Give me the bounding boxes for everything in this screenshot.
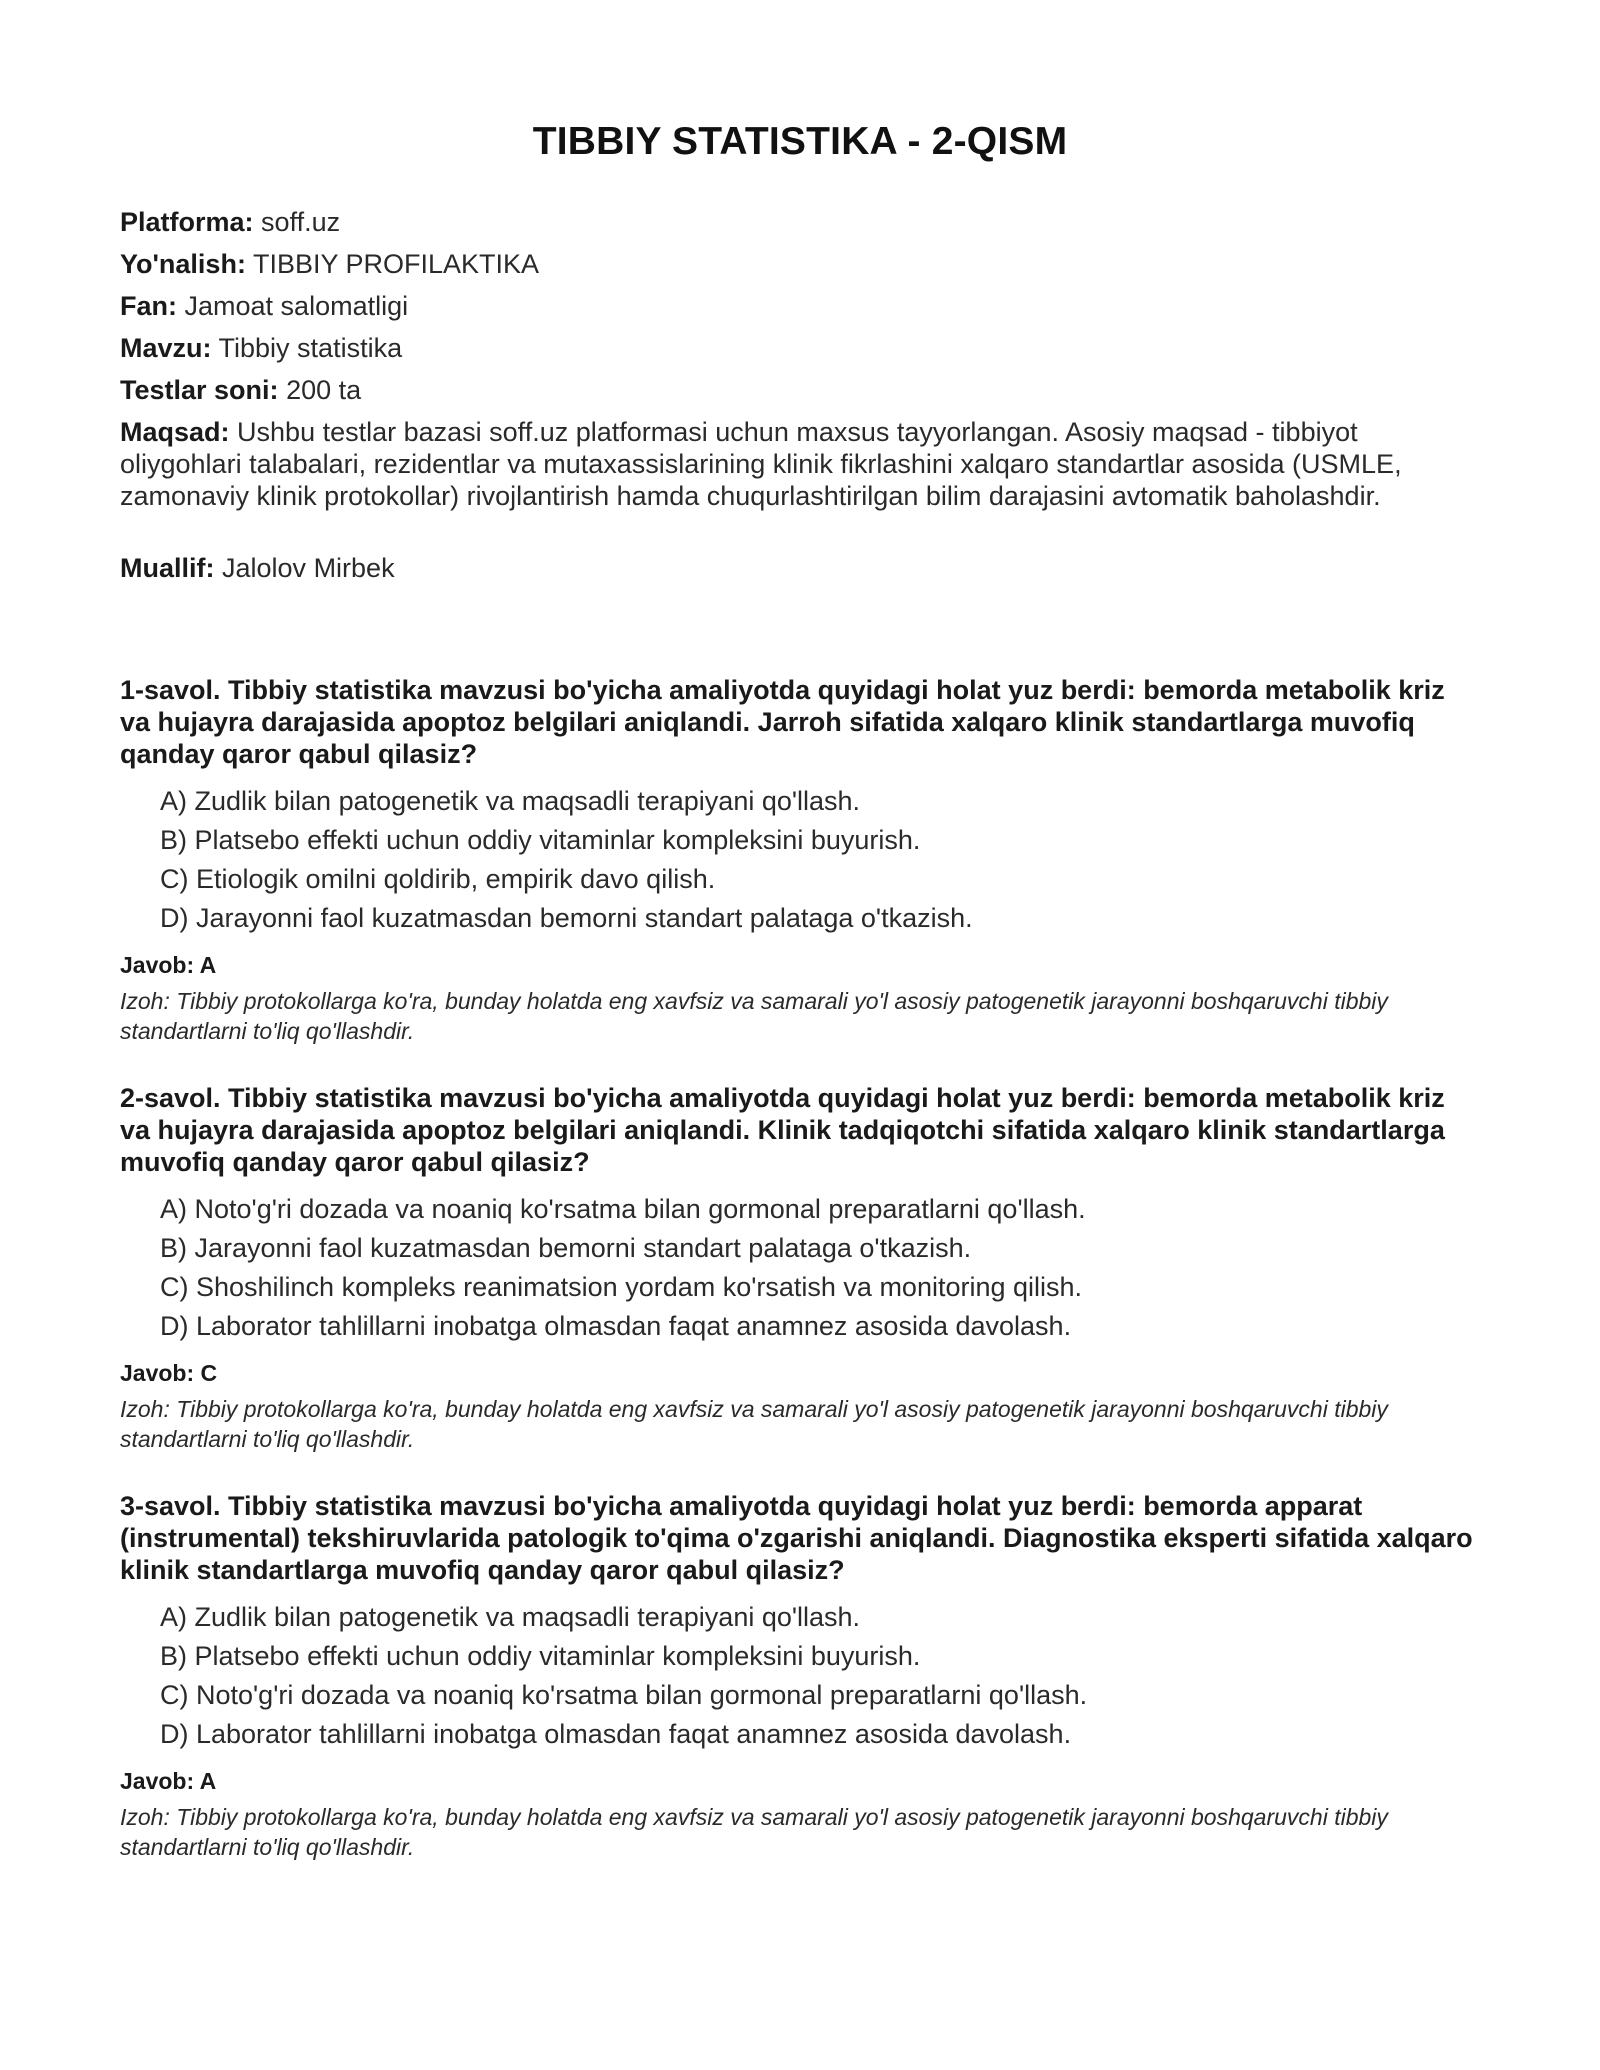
meta-key: Platforma:: [120, 207, 254, 237]
meta-platform: [120, 206, 1480, 238]
option-c: C) Shoshilinch kompleks reanimatsion yordam ko'rsatish va monitoring qilish.: [160, 1272, 1083, 1302]
meta-key: Fan:: [120, 291, 177, 321]
document-title: TIBBIY STATISTIKA - 2-QISM: [532, 120, 1068, 163]
meta-subject: [120, 290, 1480, 322]
meta-value: TIBBIY PROFILAKTIKA: [252, 249, 540, 279]
meta-key: Muallif:: [120, 553, 215, 583]
meta-purpose: [120, 416, 1480, 512]
option-a: A) Noto'g'ri dozada va noaniq ko'rsatma bilan gormonal preparatlarni qo'llash.: [160, 1194, 1086, 1224]
option-b: B) Platsebo effekti uchun oddiy vitaminlar kompleksini buyurish.: [160, 825, 921, 855]
question-text: 1-savol. Tibbiy statistika mavzusi bo'yicha amaliyotda quyidagi holat yuz berdi: bemorda metabolik kriz va hujayra darajasida apoptoz belgilari aniqlandi. Jarroh sifatida xalqaro klinik standartlarga muvofiq qanday qaror qabul qilasiz?: [120, 675, 1445, 769]
options-list: [120, 1190, 1480, 1346]
explanation: Izoh: Tibbiy protokollarga ko'ra, bunday holatda eng xavfsiz va samarali yo'l asosiy patogenetik jarayonni boshqaruvchi tibbiy standartlarni to'liq qo'llashdir.: [120, 1804, 1388, 1860]
question-2: [120, 1082, 1480, 1454]
answer: Javob: A: [120, 952, 217, 978]
option-a: A) Zudlik bilan patogenetik va maqsadli terapiyani qo'llash.: [160, 786, 861, 816]
option-d: D) Laborator tahlillarni inobatga olmasdan faqat anamnez asosida davolash.: [160, 1311, 1072, 1341]
options-list: [120, 1598, 1480, 1754]
meta-value: Jalolov Mirbek: [222, 553, 395, 583]
question-3: [120, 1490, 1480, 1862]
meta-key: Testlar soni:: [120, 375, 279, 405]
meta-topic: [120, 332, 1480, 364]
question-text: 2-savol. Tibbiy statistika mavzusi bo'yicha amaliyotda quyidagi holat yuz berdi: bemorda metabolik kriz va hujayra darajasida apoptoz belgilari aniqlandi. Klinik tadqiqotchi sifatida xalqaro klinik standartlarga muvofiq qanday qaror qabul qilasiz?: [120, 1083, 1445, 1177]
meta-value: soff.uz: [261, 207, 341, 237]
explanation: Izoh: Tibbiy protokollarga ko'ra, bunday holatda eng xavfsiz va samarali yo'l asosiy patogenetik jarayonni boshqaruvchi tibbiy standartlarni to'liq qo'llashdir.: [120, 1396, 1388, 1452]
meta-key: Mavzu:: [120, 333, 212, 363]
question-text: 3-savol. Tibbiy statistika mavzusi bo'yicha amaliyotda quyidagi holat yuz berdi: bemorda apparat (instrumental) tekshiruvlarida patologik to'qima o'zgarishi aniqlandi. Diagnostika eksperti sifatida xalqaro klinik standartlarga muvofiq qanday qaror qabul qilasiz?: [120, 1491, 1473, 1585]
option-c: C) Noto'g'ri dozada va noaniq ko'rsatma bilan gormonal preparatlarni qo'llash.: [160, 1680, 1088, 1710]
meta-value: Ushbu testlar bazasi soff.uz platformasi uchun maxsus tayyorlangan. Asosiy maqsad - tibbiyot oliygohlari talabalari, rezidentlar va mutaxassislarining klinik fikrlashini xalqaro standartlar asosida (USMLE, zamonaviy klinik protokollar) rivojlantirish hamda chuqurlashtirilgan bilim darajasini avtomatik baholashdir.: [120, 417, 1402, 511]
options-list: [120, 782, 1480, 938]
meta-value: Tibbiy statistika: [218, 333, 403, 363]
option-d: D) Laborator tahlillarni inobatga olmasdan faqat anamnez asosida davolash.: [160, 1719, 1072, 1749]
answer: Javob: A: [120, 1768, 217, 1794]
meta-value: 200 ta: [286, 375, 362, 405]
meta-test-count: [120, 374, 1480, 406]
meta-direction: [120, 248, 1480, 280]
option-b: B) Platsebo effekti uchun oddiy vitaminlar kompleksini buyurish.: [160, 1641, 921, 1671]
explanation: Izoh: Tibbiy protokollarga ko'ra, bunday holatda eng xavfsiz va samarali yo'l asosiy patogenetik jarayonni boshqaruvchi tibbiy standartlarni to'liq qo'llashdir.: [120, 988, 1388, 1044]
option-d: D) Jarayonni faol kuzatmasdan bemorni standart palataga o'tkazish.: [160, 903, 973, 933]
meta-value: Jamoat salomatligi: [184, 291, 409, 321]
meta-author: [120, 552, 1480, 584]
meta-key: Maqsad:: [120, 417, 230, 447]
meta-key: Yo'nalish:: [120, 249, 246, 279]
answer: Javob: C: [120, 1360, 218, 1386]
option-c: C) Etiologik omilni qoldirib, empirik davo qilish.: [160, 864, 716, 894]
option-b: B) Jarayonni faol kuzatmasdan bemorni standart palataga o'tkazish.: [160, 1233, 972, 1263]
option-a: A) Zudlik bilan patogenetik va maqsadli terapiyani qo'llash.: [160, 1602, 861, 1632]
question-1: [120, 674, 1480, 1046]
